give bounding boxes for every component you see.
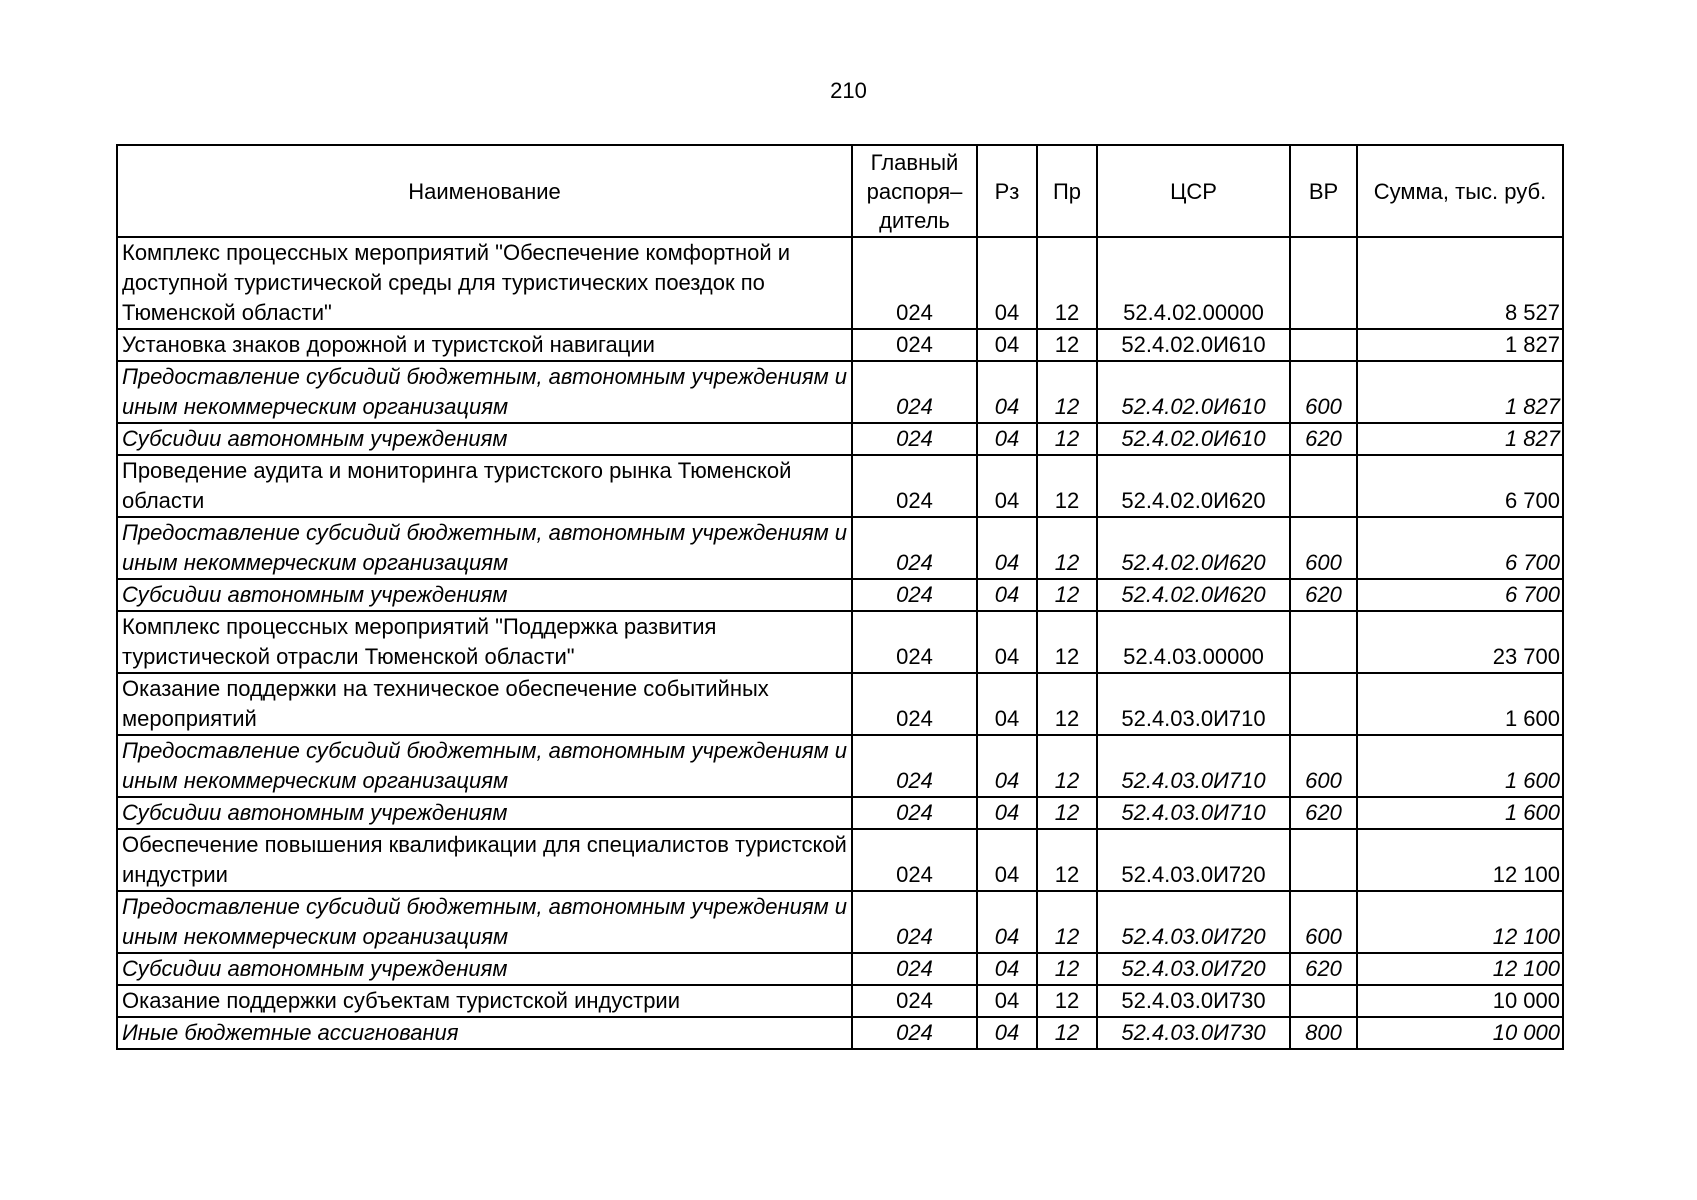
cell-main-manager: 024: [852, 361, 977, 423]
table-body: [117, 237, 1563, 1049]
header-pr: Пр: [1037, 145, 1097, 237]
cell-rz: 04: [977, 985, 1037, 1017]
table-header-row: [117, 145, 1563, 237]
table-row: [117, 237, 1563, 329]
cell-vr: [1290, 455, 1357, 517]
table-row: [117, 361, 1563, 423]
page-number: 210: [830, 78, 867, 103]
cell-pr: 12: [1037, 329, 1097, 361]
cell-csr: 52.4.03.0И710: [1097, 797, 1290, 829]
cell-csr: 52.4.03.0И720: [1097, 829, 1290, 891]
cell-pr: 12: [1037, 953, 1097, 985]
cell-sum: 6 700: [1357, 517, 1563, 579]
cell-sum: 10 000: [1357, 985, 1563, 1017]
cell-name: Предоставление субсидий бюджетным, автономным учреждениям и иным некоммерческим организациям: [117, 361, 852, 423]
cell-pr: 12: [1037, 361, 1097, 423]
cell-vr: [1290, 985, 1357, 1017]
cell-pr: 12: [1037, 829, 1097, 891]
table-row: [117, 329, 1563, 361]
cell-sum: 23 700: [1357, 611, 1563, 673]
cell-main-manager: 024: [852, 455, 977, 517]
cell-vr: [1290, 329, 1357, 361]
cell-pr: 12: [1037, 891, 1097, 953]
cell-pr: 12: [1037, 611, 1097, 673]
header-name: Наименование: [117, 145, 852, 237]
cell-csr: 52.4.02.0И610: [1097, 361, 1290, 423]
cell-main-manager: 024: [852, 237, 977, 329]
cell-pr: 12: [1037, 579, 1097, 611]
cell-vr: 600: [1290, 517, 1357, 579]
cell-vr: 620: [1290, 423, 1357, 455]
cell-vr: [1290, 673, 1357, 735]
cell-main-manager: 024: [852, 329, 977, 361]
cell-rz: 04: [977, 423, 1037, 455]
cell-csr: 52.4.03.0И730: [1097, 985, 1290, 1017]
cell-main-manager: 024: [852, 611, 977, 673]
cell-csr: 52.4.02.0И610: [1097, 329, 1290, 361]
cell-csr: 52.4.03.0И730: [1097, 1017, 1290, 1049]
cell-pr: 12: [1037, 517, 1097, 579]
cell-pr: 12: [1037, 1017, 1097, 1049]
cell-pr: 12: [1037, 455, 1097, 517]
cell-rz: 04: [977, 361, 1037, 423]
cell-rz: 04: [977, 797, 1037, 829]
table-row: [117, 797, 1563, 829]
cell-main-manager: 024: [852, 1017, 977, 1049]
cell-name: Субсидии автономным учреждениям: [117, 423, 852, 455]
cell-rz: 04: [977, 1017, 1037, 1049]
cell-rz: 04: [977, 579, 1037, 611]
cell-csr: 52.4.03.0И720: [1097, 891, 1290, 953]
cell-sum: 1 827: [1357, 423, 1563, 455]
cell-rz: 04: [977, 829, 1037, 891]
table-row: [117, 985, 1563, 1017]
cell-vr: [1290, 829, 1357, 891]
cell-main-manager: 024: [852, 829, 977, 891]
cell-pr: 12: [1037, 237, 1097, 329]
cell-rz: 04: [977, 611, 1037, 673]
cell-csr: 52.4.03.00000: [1097, 611, 1290, 673]
cell-name: Предоставление субсидий бюджетным, автономным учреждениям и иным некоммерческим организациям: [117, 891, 852, 953]
cell-name: Комплекс процессных мероприятий "Обеспечение комфортной и доступной туристической среды для туристических поездок по Тюменской области": [117, 237, 852, 329]
cell-rz: 04: [977, 237, 1037, 329]
cell-name: Установка знаков дорожной и туристской навигации: [117, 329, 852, 361]
cell-csr: 52.4.02.0И620: [1097, 517, 1290, 579]
table-row: [117, 891, 1563, 953]
cell-csr: 52.4.02.0И620: [1097, 579, 1290, 611]
cell-csr: 52.4.02.0И610: [1097, 423, 1290, 455]
cell-vr: 620: [1290, 797, 1357, 829]
table-row: [117, 735, 1563, 797]
header-vr: ВР: [1290, 145, 1357, 237]
cell-pr: 12: [1037, 797, 1097, 829]
cell-name: Предоставление субсидий бюджетным, автономным учреждениям и иным некоммерческим организациям: [117, 735, 852, 797]
cell-vr: 600: [1290, 735, 1357, 797]
cell-vr: 620: [1290, 579, 1357, 611]
cell-vr: 600: [1290, 361, 1357, 423]
table-row: [117, 611, 1563, 673]
budget-table: [116, 144, 1564, 1050]
table-row: [117, 579, 1563, 611]
cell-name: Проведение аудита и мониторинга туристского рынка Тюменской области: [117, 455, 852, 517]
cell-name: Комплекс процессных мероприятий "Поддержка развития туристической отрасли Тюменской области": [117, 611, 852, 673]
cell-csr: 52.4.02.0И620: [1097, 455, 1290, 517]
cell-pr: 12: [1037, 985, 1097, 1017]
cell-sum: 12 100: [1357, 891, 1563, 953]
cell-rz: 04: [977, 329, 1037, 361]
cell-rz: 04: [977, 891, 1037, 953]
cell-rz: 04: [977, 673, 1037, 735]
cell-pr: 12: [1037, 673, 1097, 735]
table-row: [117, 517, 1563, 579]
cell-name: Иные бюджетные ассигнования: [117, 1017, 852, 1049]
table-row: [117, 953, 1563, 985]
cell-csr: 52.4.03.0И710: [1097, 673, 1290, 735]
cell-vr: 600: [1290, 891, 1357, 953]
cell-pr: 12: [1037, 423, 1097, 455]
cell-name: Оказание поддержки субъектам туристской индустрии: [117, 985, 852, 1017]
cell-main-manager: 024: [852, 953, 977, 985]
header-main-manager: Главный распоря– дитель: [852, 145, 977, 237]
cell-sum: 1 600: [1357, 673, 1563, 735]
cell-csr: 52.4.03.0И720: [1097, 953, 1290, 985]
cell-sum: 1 600: [1357, 735, 1563, 797]
cell-csr: 52.4.03.0И710: [1097, 735, 1290, 797]
cell-main-manager: 024: [852, 423, 977, 455]
cell-rz: 04: [977, 735, 1037, 797]
cell-name: Субсидии автономным учреждениям: [117, 579, 852, 611]
cell-main-manager: 024: [852, 735, 977, 797]
cell-sum: 6 700: [1357, 455, 1563, 517]
cell-rz: 04: [977, 953, 1037, 985]
table-row: [117, 673, 1563, 735]
header-csr: ЦСР: [1097, 145, 1290, 237]
cell-sum: 12 100: [1357, 829, 1563, 891]
cell-name: Субсидии автономным учреждениям: [117, 953, 852, 985]
cell-main-manager: 024: [852, 891, 977, 953]
cell-pr: 12: [1037, 735, 1097, 797]
cell-rz: 04: [977, 455, 1037, 517]
cell-vr: [1290, 237, 1357, 329]
cell-vr: 620: [1290, 953, 1357, 985]
table-row: [117, 423, 1563, 455]
cell-name: Предоставление субсидий бюджетным, автономным учреждениям и иным некоммерческим организациям: [117, 517, 852, 579]
table-row: [117, 455, 1563, 517]
cell-sum: 12 100: [1357, 953, 1563, 985]
header-sum: Сумма, тыс. руб.: [1357, 145, 1563, 237]
cell-sum: 8 527: [1357, 237, 1563, 329]
cell-csr: 52.4.02.00000: [1097, 237, 1290, 329]
cell-sum: 1 827: [1357, 329, 1563, 361]
cell-sum: 6 700: [1357, 579, 1563, 611]
table-row: [117, 829, 1563, 891]
cell-rz: 04: [977, 517, 1037, 579]
cell-vr: [1290, 611, 1357, 673]
cell-main-manager: 024: [852, 517, 977, 579]
cell-sum: 1 600: [1357, 797, 1563, 829]
cell-main-manager: 024: [852, 673, 977, 735]
cell-main-manager: 024: [852, 797, 977, 829]
cell-name: Субсидии автономным учреждениям: [117, 797, 852, 829]
cell-vr: 800: [1290, 1017, 1357, 1049]
cell-main-manager: 024: [852, 985, 977, 1017]
cell-name: Обеспечение повышения квалификации для специалистов туристской индустрии: [117, 829, 852, 891]
table-row: [117, 1017, 1563, 1049]
cell-name: Оказание поддержки на техническое обеспечение событийных мероприятий: [117, 673, 852, 735]
header-rz: Рз: [977, 145, 1037, 237]
cell-sum: 10 000: [1357, 1017, 1563, 1049]
cell-sum: 1 827: [1357, 361, 1563, 423]
cell-main-manager: 024: [852, 579, 977, 611]
